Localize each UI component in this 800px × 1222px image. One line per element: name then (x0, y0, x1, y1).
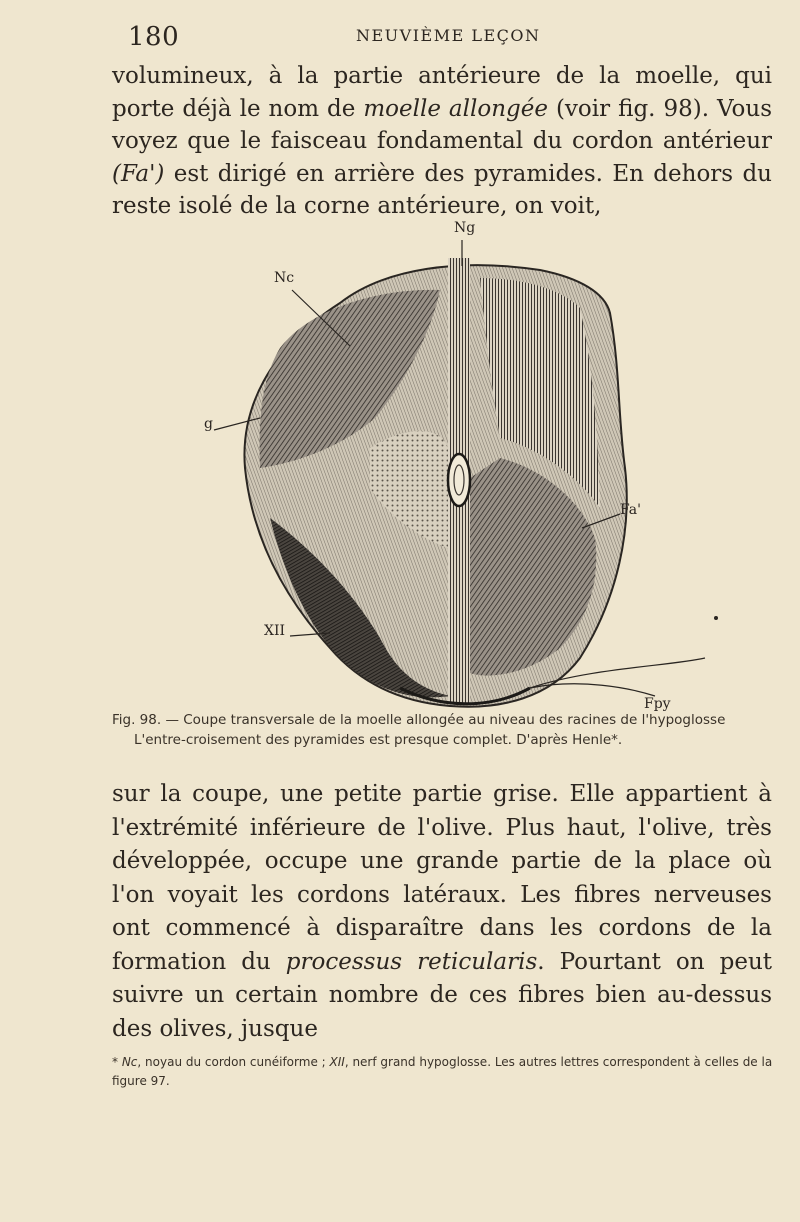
term-fa: (Fa') (112, 160, 165, 187)
paragraph-bottom (112, 778, 772, 1046)
footnote-term-nc: Nc (121, 1055, 138, 1069)
caption-line-1: — Coupe transversale de la moelle allongée au niveau des racines de l'hypoglosse (161, 712, 726, 728)
leader-fpy (530, 684, 655, 696)
label-ng: Ng (454, 220, 476, 236)
figure-caption (112, 710, 792, 750)
footnote-text: , noyau du cordon cunéiforme ; (137, 1055, 330, 1069)
paragraph-text: sur la coupe, une petite partie grise. Elle appartient à l'extrémité inférieure de l'olive. Plus haut, l'olive, très développée, occupe une grande partie de la place où l'on voyait les cordons latéraux. Les fibres nerveuses ont commencé à disparaître dans les cordons de la formation du (112, 781, 772, 975)
footnote-text: , nerf grand hypoglosse. Les autres lettres correspondent à celles de la figure 97. (112, 1055, 773, 1088)
central-canal (448, 454, 470, 506)
running-title: NEUVIÈME LEÇON (356, 26, 541, 45)
page-number: 180 (128, 22, 180, 52)
label-xii: XII (264, 623, 286, 639)
paragraph-top (112, 60, 772, 223)
caption-fig-number: Fig. 98. (112, 712, 162, 728)
figure-98-medulla-section (200, 218, 720, 713)
caption-line-2: L'entre-croisement des pyramides est presque complet. D'après Henle*. (134, 732, 623, 748)
dot-mark (714, 616, 718, 620)
footnote-term-xii: XII (329, 1055, 345, 1069)
term-processus-reticularis: processus reticularis (285, 948, 538, 975)
footnote (112, 1053, 792, 1091)
label-g: g (204, 416, 213, 432)
term-moelle-allongee: moelle allongée (363, 95, 548, 122)
footnote-mark: * (112, 1055, 122, 1069)
paragraph-text: (voir fig. 98). Vous voyez que le faisceau fondamental du cordon antérieur (112, 95, 772, 154)
paragraph-text: est dirigé en arrière des pyramides. En dehors du reste isolé de la corne antérieure, on voit, (112, 160, 772, 219)
page-header (128, 22, 760, 52)
label-fpy: Fpy (644, 696, 671, 712)
label-fa: Fa' (620, 502, 641, 518)
label-nc: Nc (274, 270, 295, 286)
paragraph-text: . Pourtant on peut suivre un certain nombre de ces fibres bien au-dessus des olives, jusque (112, 948, 773, 1042)
paragraph-text: volumineux, à la partie antérieure de la moelle, qui porte déjà le nom de (112, 63, 772, 122)
